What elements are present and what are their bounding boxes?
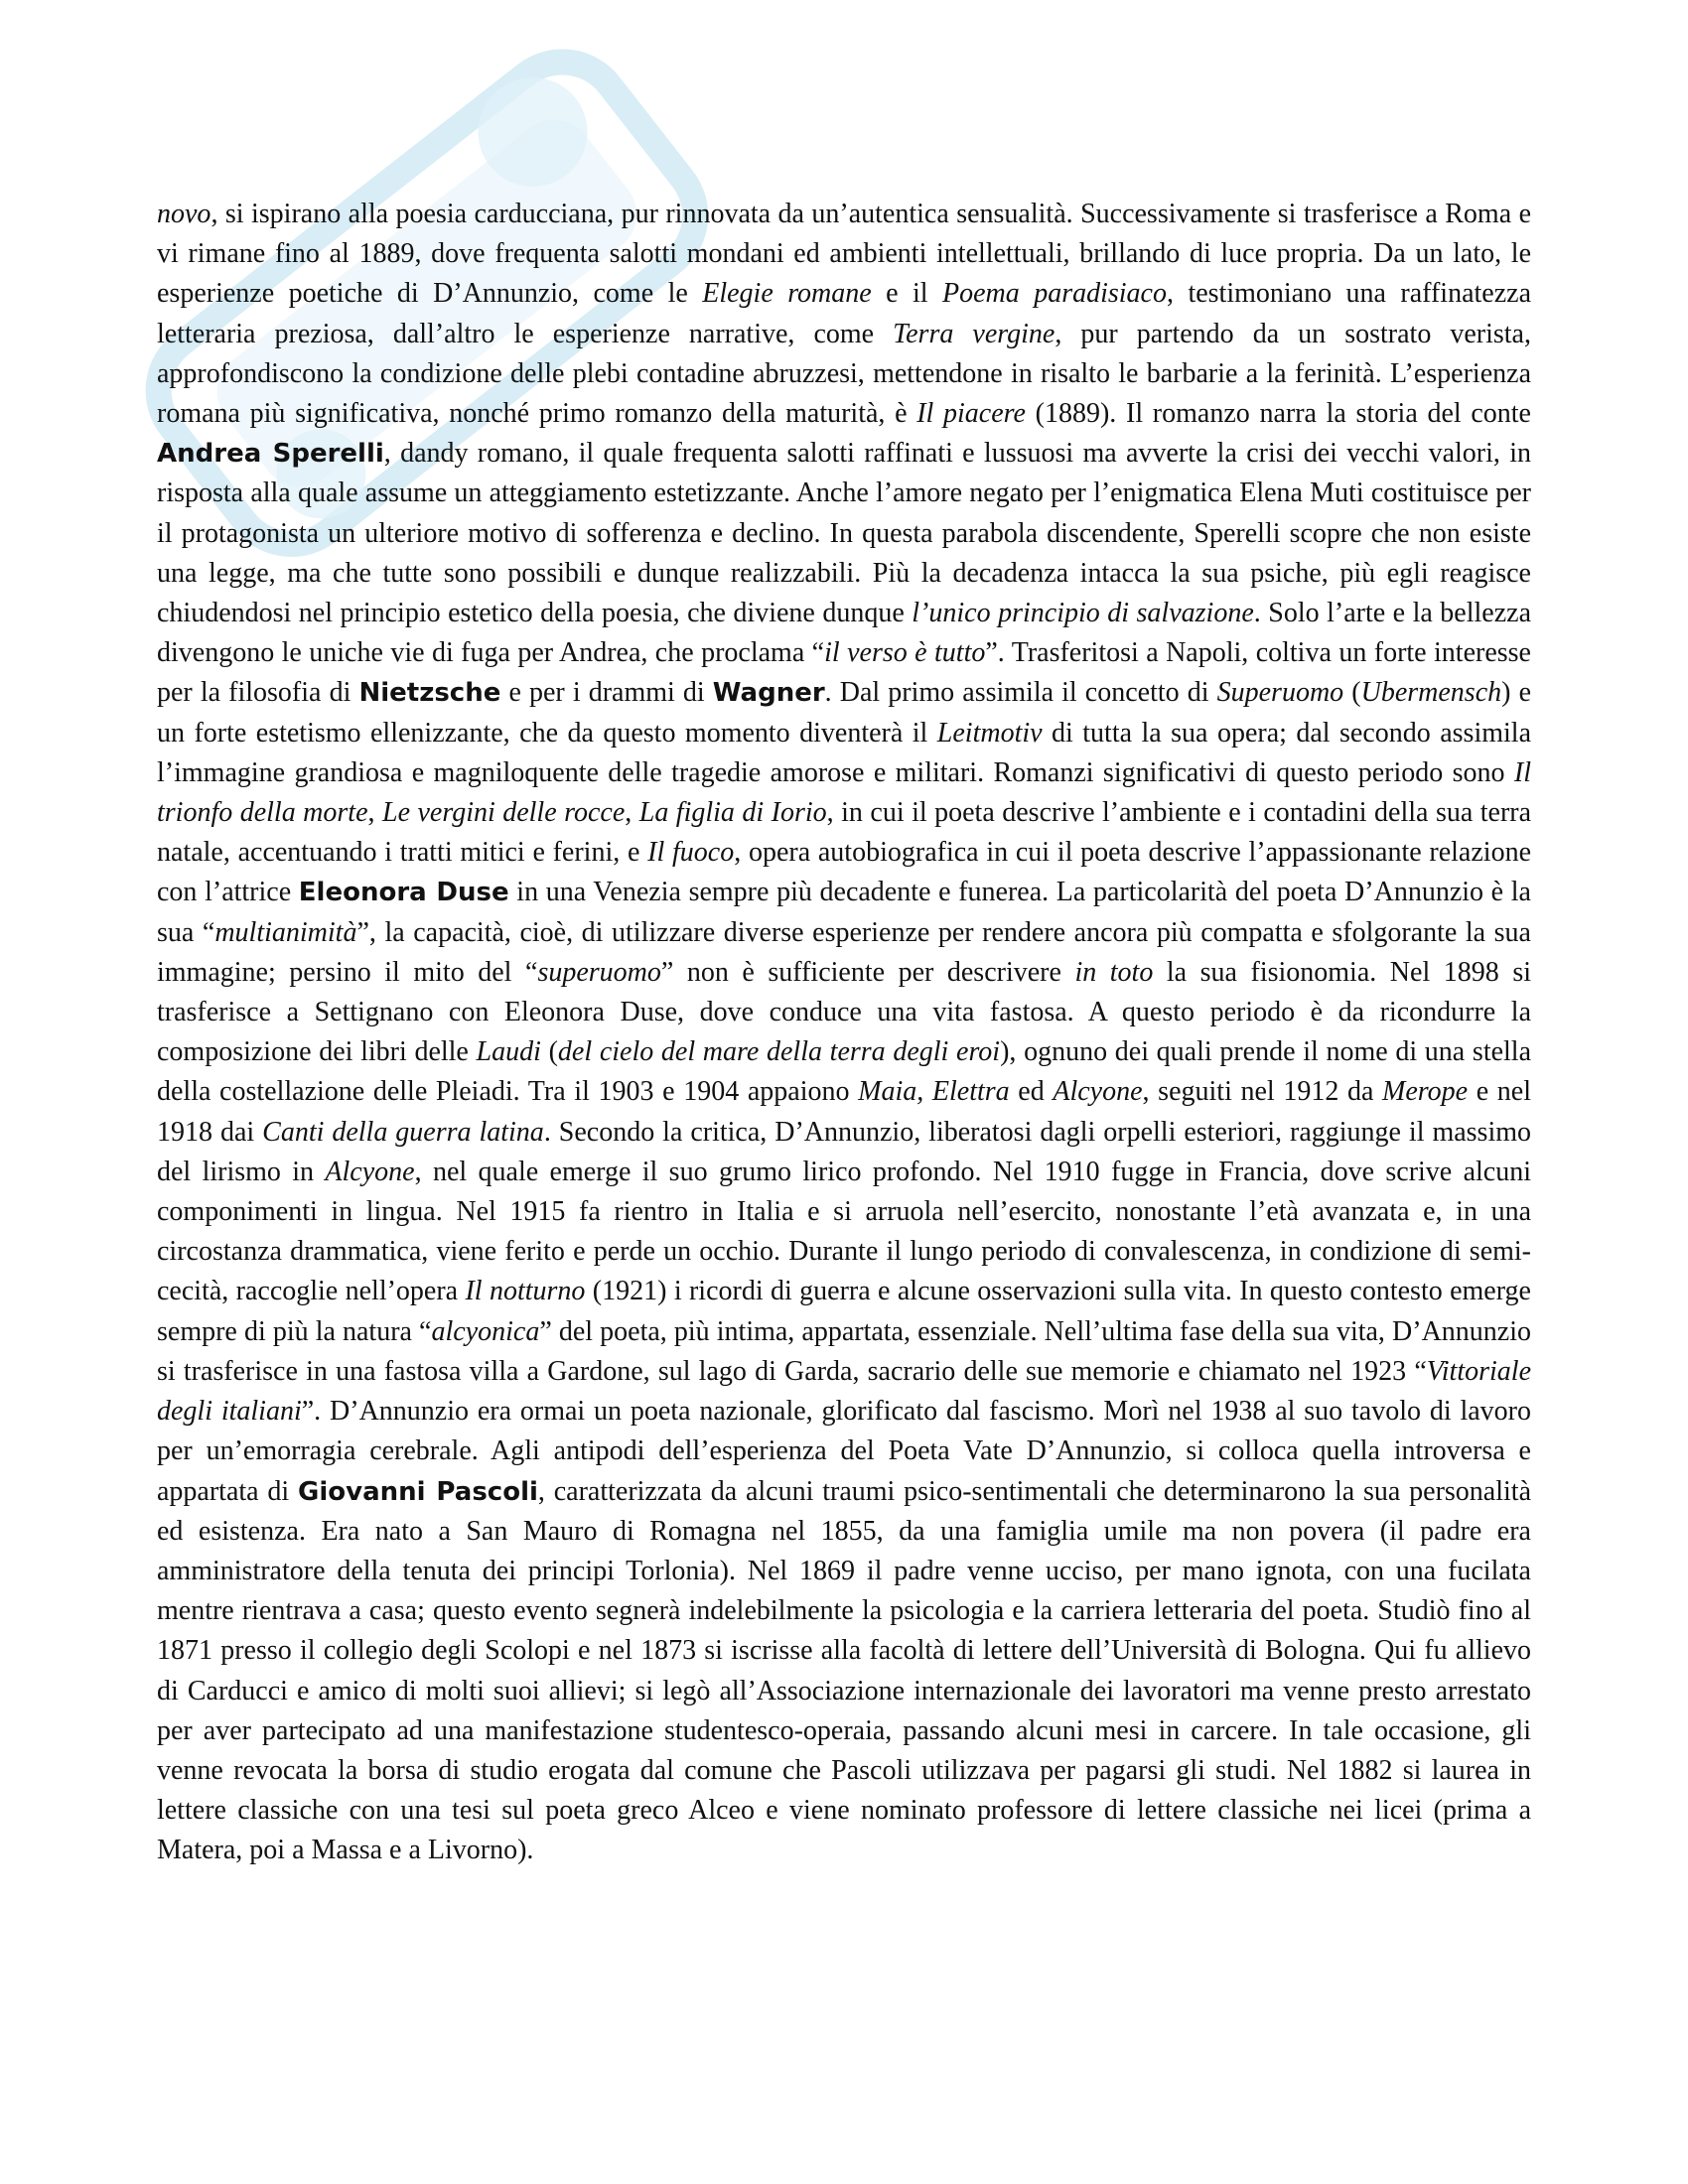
italic-run: superuomo — [537, 956, 661, 988]
text-run: ”. D’Annunzio era ormai un poeta nazionale, glorificato dal fascismo. Morì nel 1938 al suo tavolo di lavoro per un’emorragia cerebrale. Agli antipodi dell’esperienza del Poeta Vate D’Annunzio, si colloca quella introversa e appartata di — [157, 1396, 1532, 1507]
italic-run: Il fuoco — [647, 837, 735, 869]
text-run: e il — [871, 278, 943, 310]
italic-run: alcyonica — [431, 1315, 540, 1347]
italic-run: Superuomo — [1216, 677, 1344, 709]
italic-run: Elegie romane — [702, 278, 872, 310]
italic-run: Il piacere — [916, 398, 1026, 430]
italic-run: novo — [157, 199, 211, 229]
bold-name-run: Nietzsche — [358, 678, 501, 709]
italic-run: Maia, Elettra — [858, 1076, 1010, 1108]
text-run: e nel 1918 dai — [157, 1076, 1532, 1148]
text-run: , seguiti nel 1912 da — [1142, 1076, 1383, 1108]
italic-run: in toto — [1074, 956, 1154, 988]
italic-run: Alcyone — [325, 1156, 415, 1187]
text-run: . Secondo la critica, D’Annunzio, liberatosi dagli orpelli esteriori, raggiunge il massimo del lirismo in — [157, 1116, 1532, 1187]
text-run: ” non è sufficiente per descrivere — [660, 956, 1075, 988]
text-run: . Dal primo assimila il concetto di — [824, 677, 1217, 709]
italic-run: Poema paradisiaco — [942, 278, 1167, 310]
text-run: ed — [1009, 1076, 1054, 1108]
text-run: , — [625, 797, 639, 829]
text-run: , opera autobiografica in cui il poeta descrive l’appassionante relazione con l’attrice — [157, 837, 1531, 908]
text-run: la sua fisionomia. Nel 1898 si trasferisce a Settignano con Eleonora Duse, dove conduce una vita fastosa. A questo periodo è da ricondurre la composizione dei libri delle — [157, 956, 1531, 1068]
italic-run: Canti della guerra latina — [262, 1116, 544, 1148]
text-run: , testimoniano una raffinatezza letteraria preziosa, dall’altro le esperienze narrative, come — [157, 278, 1531, 349]
text-run: , nel quale emerge il suo grumo lirico profondo. Nel 1910 fugge in Francia, dove scrive alcuni componimenti in lingua. Nel 1915 fa rientro in Italia e si arruola nell’esercito, nonostante l’età avanzata e, in una circostanza drammatica, viene ferito e perde un occhio. Durante il lungo periodo di convalescenza, in condizione di semi-cecità, raccoglie nell’opera — [157, 1156, 1532, 1307]
text-run: ”. Trasferitosi a Napoli, coltiva un forte interesse per la filosofia di — [157, 637, 1531, 709]
text-run: , pur partendo da un sostrato verista, approfondiscono la condizione delle plebi contadine abruzzesi, mettendone in risalto le barbarie a la ferinità. L’esperienza romana più significativa, nonché primo romanzo della maturità, è — [157, 318, 1531, 430]
italic-run: l’unico principio di salvazione — [912, 598, 1254, 629]
text-run: ) e un forte estetismo ellenizzante, che da questo momento diventerà il — [157, 677, 1531, 749]
text-run: di tutta la sua opera; dal secondo assimila l’immagine grandiosa e magniloquente delle tragedie amorose e militari. Romanzi significativi di questo periodo sono — [157, 717, 1532, 788]
text-run: e per i drammi di — [500, 677, 713, 709]
text-run: , si ispirano alla poesia carducciana, pur rinnovata da un’autentica sensualità. Successivamente si trasferisce a Roma e vi rimane fino al 1889, dove frequenta salotti mondani ed ambienti intellettuali, brillando di luce propria. Da un lato, le esperienze poetiche di D’Annunzio, come le — [157, 199, 1531, 310]
text-run: ” del poeta, più intima, appartata, essenziale. Nell’ultima fase della sua vita, D’Annunzio si trasferisce in una fastosa villa a Gardone, sul lago di Garda, sacrario delle sue memorie e chiamato nel 1923 “ — [157, 1315, 1531, 1387]
italic-run: Vittoriale degli italiani — [157, 1355, 1531, 1428]
text-run: , — [367, 797, 382, 829]
text-run: (1889). Il romanzo narra la storia del conte — [1025, 398, 1531, 430]
text-run: ( — [1343, 677, 1361, 709]
text-run: ), ognuno dei quali prende il nome di una stella della costellazione delle Pleiadi. Tra il 1903 e 1904 appaiono — [157, 1036, 1532, 1108]
italic-run: Ubermensch — [1360, 677, 1502, 709]
italic-run: il verso è tutto — [824, 637, 986, 669]
bold-name-run: Wagner — [712, 678, 825, 709]
bold-name-run: Giovanni Pascoli — [298, 1476, 538, 1507]
italic-run: Merope — [1382, 1076, 1469, 1108]
italic-run: Il trionfo della morte — [157, 756, 1531, 829]
italic-run: Leitmotiv — [936, 717, 1043, 749]
text-run: ( — [540, 1036, 558, 1068]
bold-name-run: Andrea Sperelli — [157, 439, 384, 470]
text-run: . Solo l’arte e la bellezza divengono le uniche vie di fuga per Andrea, che proclama “ — [157, 598, 1531, 669]
text-run: (1921) i ricordi di guerra e alcune osservazioni sulla vita. In questo contesto emerge sempre di più la natura “ — [157, 1276, 1531, 1347]
bold-name-run: Eleonora Duse — [298, 878, 509, 908]
text-run: , in cui il poeta descrive l’ambiente e i contadini della sua terra natale, accentuando i tratti mitici e ferini, e — [157, 797, 1532, 869]
italic-run: multianimità — [214, 916, 357, 948]
italic-run: Alcyone — [1053, 1076, 1143, 1108]
text-run: , dandy romano, il quale frequenta salotti raffinati e lussuosi ma avverte la crisi dei vecchi valori, in risposta alla quale assume un atteggiamento estetizzante. Anche l’amore negato per l’enigmatica Elena Muti costituisce per il protagonista un ulteriore motivo di sofferenza e declino. In questa parabola discendente, Sperelli scopre che non esiste una legge, ma che tutte sono possibili e dunque realizzabili. Più la decadenza intacca la sua psiche, più egli reagisce chiudendosi nel principio estetico della poesia, che diviene dunque — [157, 438, 1531, 629]
text-run: , caratterizzata da alcuni traumi psico-sentimentali che determinarono la sua personalità ed esistenza. Era nato a San Mauro di Romagna nel 1855, da una famiglia umile ma non povera (il padre era amministratore della tenuta dei principi Torlonia). Nel 1869 il padre venne ucciso, per mano ignota, con una fucilata mentre rientrava a casa; questo evento segnerà indelebilmente la psicologia e la carriera letteraria del poeta. Studiò fino al 1871 presso il collegio degli Scolopi e nel 1873 si iscrisse alla facoltà di lettere dell’Università di Bologna. Qui fu allievo di Carducci e amico di molti suoi allievi; si legò all’Associazione internazionale dei lavoratori ma venne presto arrestato per aver partecipato ad una manifestazione studentesco-operaia, passando alcuni mesi in carcere. In tale occasione, gli venne revocata la borsa di studio erogata dal comune che Pascoli utilizzava per pagarsi gli studi. Nel 1882 si laurea in lettere classiche con una tesi sul poeta greco Alceo e viene nominato professore di lettere classiche nei licei (prima a Matera, poi a Massa e a Livorno). — [157, 1475, 1531, 1866]
italic-run: Terra vergine — [893, 318, 1055, 349]
italic-run: Il notturno — [465, 1276, 586, 1307]
body-paragraph — [157, 195, 1531, 1871]
text-run: in una Venezia sempre più decadente e funerea. La particolarità del poeta D’Annunzio è la sua “ — [157, 877, 1531, 948]
italic-run: Laudi — [476, 1036, 541, 1068]
text-run: ”, la capacità, cioè, di utilizzare diverse esperienze per rendere ancora più compatta e sfolgorante la sua immagine; persino il mito del “ — [157, 916, 1531, 988]
italic-run: del cielo del mare della terra degli eroi — [557, 1036, 1001, 1068]
italic-run: Le vergini delle rocce — [382, 797, 626, 829]
italic-run: La figlia di Iorio — [638, 797, 827, 829]
